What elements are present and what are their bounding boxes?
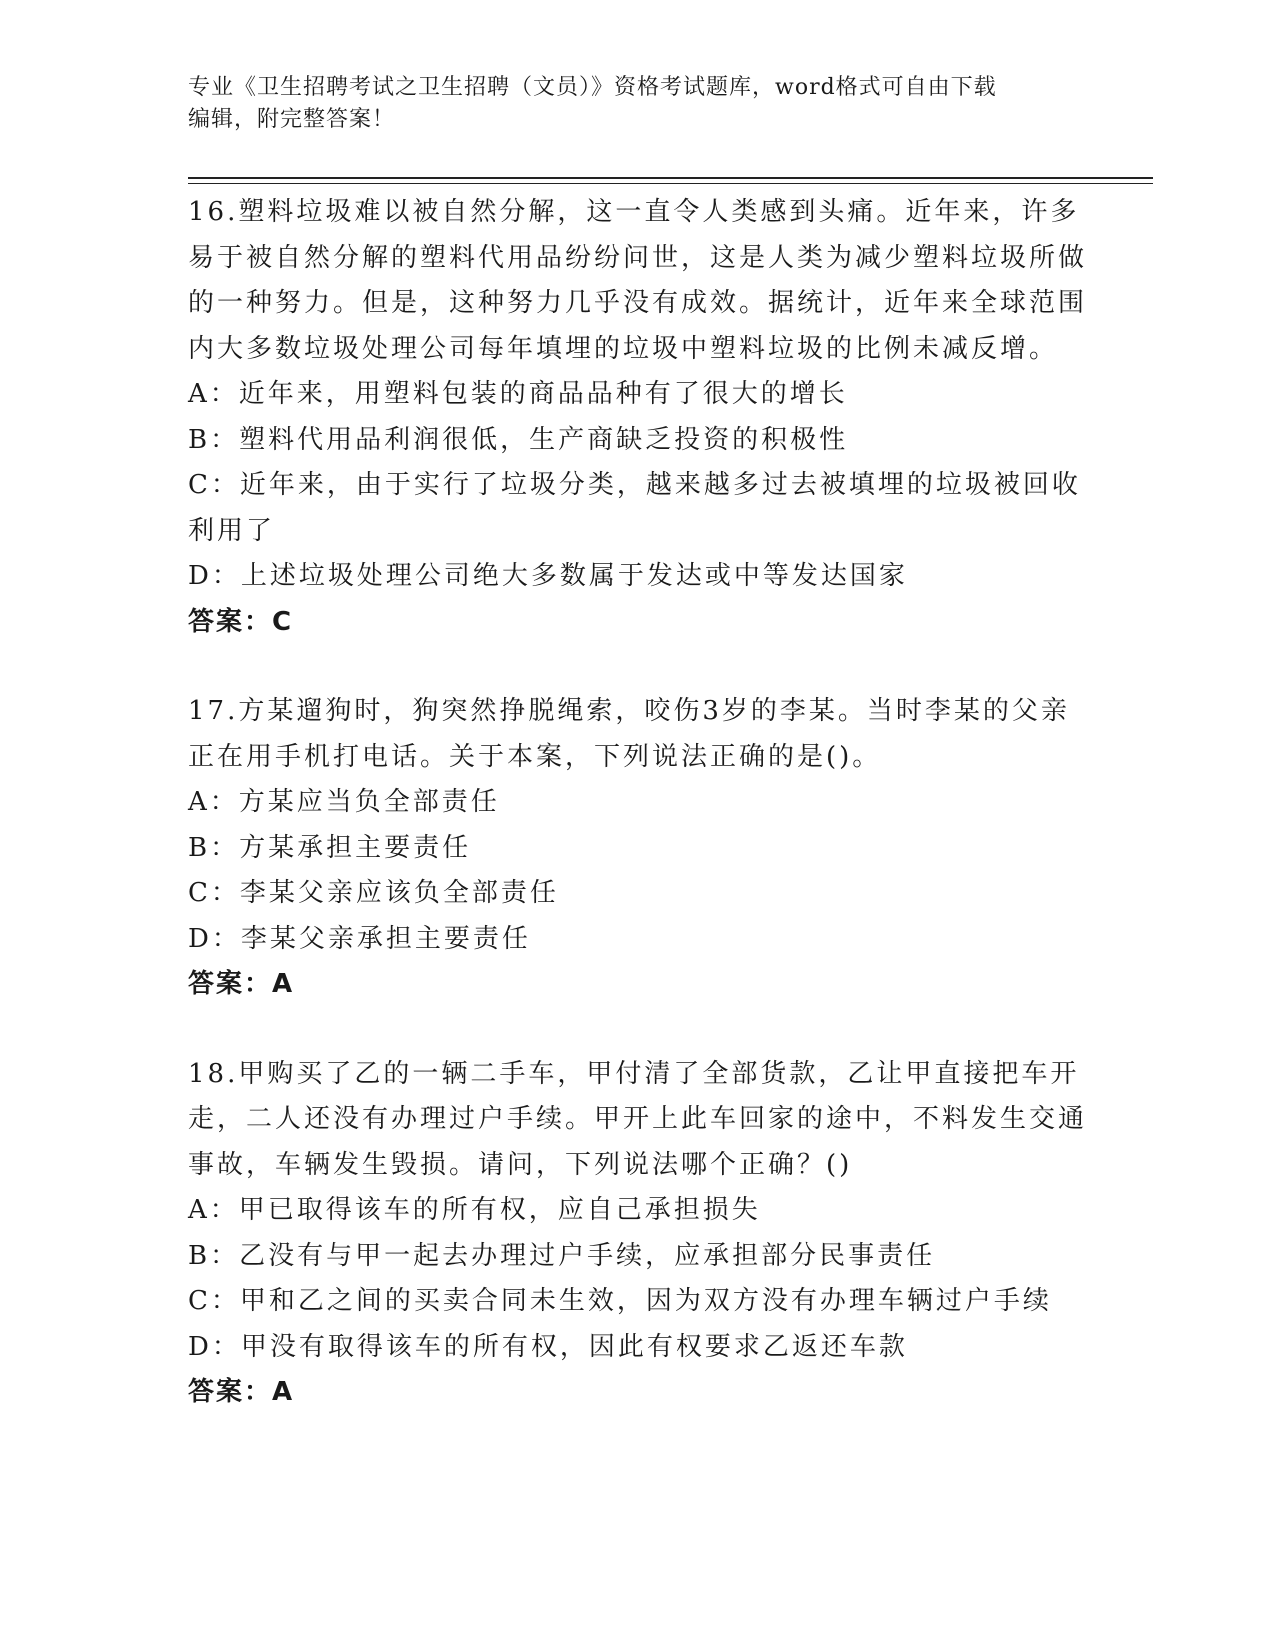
option-b: B：乙没有与甲一起去办理过户手续，应承担部分民事责任 xyxy=(188,1240,936,1271)
option-a: A：近年来，用塑料包装的商品品种有了很大的增长 xyxy=(188,379,848,409)
question-stem: 18.甲购买了乙的一辆二手车，甲付清了全部货款，乙让甲直接把车开走，二人还没有办理过户手续。甲开上此车回家的途中，不料发生交通事故，车辆发生毁损。请问，下列说法哪个正确？() xyxy=(188,1058,1088,1180)
question-list xyxy=(188,190,1088,1460)
option-c: C：李某父亲应该负全部责任 xyxy=(188,878,559,908)
answer-label: 答案：A xyxy=(188,969,295,999)
header-divider-thick xyxy=(188,177,1153,179)
document-header xyxy=(188,72,1088,136)
option-d: D：李某父亲承担主要责任 xyxy=(188,923,531,954)
option-b: B：塑料代用品利润很低，生产商缺乏投资的积极性 xyxy=(188,424,849,455)
option-d: D：上述垃圾处理公司绝大多数属于发达或中等发达国家 xyxy=(188,561,908,591)
option-c: C：甲和乙之间的买卖合同未生效，因为双方没有办理车辆过户手续 xyxy=(188,1286,1052,1316)
question-18 xyxy=(188,1052,1088,1416)
option-d: D：甲没有取得该车的所有权，因此有权要求乙返还车款 xyxy=(188,1331,908,1362)
header-divider-thin xyxy=(188,183,1153,184)
header-line-2: 编辑，附完整答案！ xyxy=(188,107,396,132)
option-c: C：近年来，由于实行了垃圾分类，越来越多过去被填埋的垃圾被回收利用了 xyxy=(188,470,1081,546)
answer-label: 答案：C xyxy=(188,606,294,637)
option-a: A：甲已取得该车的所有权，应自己承担损失 xyxy=(188,1195,761,1225)
question-stem: 17.方某遛狗时，狗突然挣脱绳索，咬伤3岁的李某。当时李某的父亲正在用手机打电话。关于本案，下列说法正确的是()。 xyxy=(188,696,1070,772)
question-17 xyxy=(188,689,1088,1008)
question-stem: 16.塑料垃圾难以被自然分解，这一直令人类感到头痛。近年来，许多易于被自然分解的塑料代用品纷纷问世，这是人类为减少塑料垃圾所做的一种努力。但是，这种努力几乎没有成效。据统计，近年来全球范围内大多数垃圾处理公司每年填埋的垃圾中塑料垃圾的比例未减反增。 xyxy=(188,197,1088,364)
option-a: A：方某应当负全部责任 xyxy=(188,787,500,817)
header-line-1: 专业《卫生招聘考试之卫生招聘（文员）》资格考试题库，word格式可自由下载 xyxy=(188,75,997,100)
answer-label: 答案：A xyxy=(188,1377,295,1407)
question-16 xyxy=(188,190,1088,645)
option-b: B：方某承担主要责任 xyxy=(188,832,472,863)
